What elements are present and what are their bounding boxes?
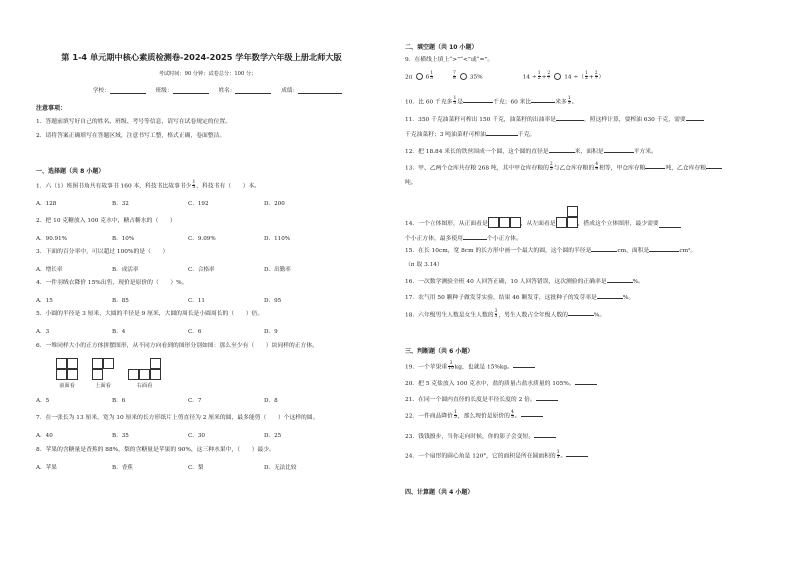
answer-blank[interactable] (597, 294, 623, 299)
notes-title: 注意事项： (36, 105, 67, 112)
option-d[interactable]: D．8 (264, 397, 278, 404)
option-d[interactable]: D．出勤率 (264, 266, 291, 273)
option-d[interactable]: D．95 (264, 297, 282, 304)
option-a[interactable]: A．128 (36, 200, 57, 207)
question-12: 12．把 18.84 米长的铁丝围成一个圆，这个圆的直径是 米，面积是 平方米。 (405, 149, 657, 155)
option-a[interactable]: A．5 (36, 397, 50, 404)
question-21: 21．在同一个圆内直径的长度是半径长度的 2 倍。 (405, 396, 558, 404)
option-a[interactable]: A．15 (36, 297, 53, 304)
question-4: 4．一件羽绒衣降价 15%出售，现价是原价的（ ）%。 A．15 B．85 C．11 D．95 (36, 280, 340, 304)
option-d[interactable]: D．25 (264, 432, 282, 439)
answer-blank[interactable] (534, 433, 556, 438)
right-page (397, 0, 794, 562)
option-b[interactable]: B．32 (112, 200, 129, 207)
name-field[interactable] (235, 88, 271, 94)
option-a[interactable]: A．3 (36, 328, 50, 335)
class-label: 班级： (155, 88, 173, 95)
answer-blank[interactable] (531, 98, 555, 103)
answer-circle[interactable] (416, 73, 423, 80)
answer-blank[interactable] (486, 131, 518, 136)
front-view-figure (488, 217, 521, 228)
answer-blank[interactable] (463, 98, 493, 103)
school-label: 学校： (92, 88, 110, 95)
question-7: 7．在一张长为 13 厘米，宽为 10 厘米的长方形纸片上剪直径为 2 厘米的圆，最多能剪（ ）个这样的圆。 A．40 B．35 C．30 D．25 (36, 415, 340, 439)
class-field[interactable] (173, 88, 209, 94)
note-1: 1．答题前填写好自己的姓名、班级、考号等信息，请写在试卷规定的位置。 (36, 119, 231, 125)
section-judge-title: 三、判断题（共 6 小题） (405, 348, 474, 355)
answer-blank[interactable] (659, 223, 681, 228)
answer-blank[interactable] (521, 412, 543, 417)
option-b[interactable]: B．香蕉 (112, 464, 133, 471)
option-b[interactable]: B．4 (112, 328, 126, 335)
note-2: 2．请将答案正确填写在答题区域，注意书写工整，格式正确，卷面整洁。 (36, 132, 226, 139)
view-figures (56, 358, 340, 389)
student-info (56, 86, 379, 94)
option-d[interactable]: D．9 (264, 328, 278, 335)
top-view: 上面看 (92, 358, 114, 389)
option-c[interactable]: C．9.09% (188, 235, 216, 242)
question-3: 3．下面的百分率中，可以超过 100%的是（ ） A．增长率 B．成活率 C．合格率 D．出勤率 (36, 249, 340, 273)
exam-info: 考试时间：90 分钟；试卷总分：100 分； (158, 71, 257, 77)
school-field[interactable] (110, 88, 146, 94)
option-d[interactable]: D．110% (264, 235, 291, 242)
option-c[interactable]: C．6 (188, 328, 202, 335)
option-a[interactable]: A．增长率 (36, 266, 63, 273)
option-d[interactable]: D．200 (264, 200, 285, 207)
option-a[interactable]: A．40 (36, 432, 53, 439)
answer-blank[interactable] (686, 116, 704, 121)
score-label: 成绩： (281, 88, 299, 95)
question-13: 13．甲、乙两个仓库共存粮 268 吨，其中甲仓库存粮的 $\frac{2}{5}$ 与乙仓库存粮的 $\frac{4}{9}$ 相等，甲仓库存粮 吨，乙仓库存粮 吨。 (405, 163, 722, 187)
answer-blank[interactable] (513, 363, 535, 368)
name-label: 姓名： (218, 88, 236, 95)
question-9: 9．在横线上填上“>”“<”或“=”。 2π 6 $\frac{1}{3}$ $\frac{7}{8}$ 35% 14 ÷ $\frac{1}{2}$ + $\frac{2}{7}$ 14 ÷（ $\frac{1}{2}$ + $\frac{2}{7}$ ） (405, 57, 605, 82)
option-c[interactable]: C．192 (188, 200, 209, 207)
question-11: 11．350 千克油菜籽可榨出 150 千克，油菜籽的出油率是 ，照这样计算，要榨油 630 千克，需要 千克油菜籽；3 吨油菜籽可榨油 千克。 (405, 116, 704, 139)
option-a[interactable]: A．90.91% (36, 235, 67, 242)
question-14: 14．一个立体图形，从正面看是 ，从左面看是 ，搭成这个立体图形，最少需要 个小正方体，最多使用 个小正方体。 (405, 206, 681, 243)
option-c[interactable]: C．11 (188, 297, 205, 304)
option-b[interactable]: B．35 (112, 432, 129, 439)
question-19: 19．一个苹果重 $\frac{3}{10}$ kg，也就是 15%kg。 (405, 362, 535, 372)
section-fill-title: 二、填空题（共 10 小题） (405, 44, 478, 51)
question-18: 18．六年级男生人数是女生人数的 $\frac{3}{5}$ ，男生人数占全年级人数的 %。 (405, 309, 606, 320)
option-a[interactable]: A．苹果 (36, 464, 57, 471)
answer-blank[interactable] (607, 278, 633, 283)
section-choice-title: 一、选择题（共 8 小题） (36, 168, 105, 175)
question-24: 24．一个扇形的圆心角是 120°，它的面积是所在圆面积的 $\frac{1}{3}$ 。 (405, 451, 588, 461)
answer-blank[interactable] (566, 452, 588, 457)
question-1: 1．六（1）班图书角共有故事书 160 本，科技书比故事书少 $\frac{1}{5}$ ，科技书有（ ）本。 A．128 B．32 C．192 D．200 (36, 181, 340, 207)
question-17: 17．农气用 50 颗种子做发芽实验，结果 46 颗发芽，这批种子的发芽率是 %。 (405, 295, 635, 301)
question-22: 22．一件商品降价 $\frac{1}{5}$ ，那么现价是原价的 $\frac{4}{5}$ 。 (405, 411, 543, 421)
question-8: 8．苹果的含糖量是香蕉的 88%，梨的含糖量是苹果的 90%，这三种水果中，（ ）最少。 A．苹果 B．香蕉 C．梨 D．无法比较 (36, 447, 340, 471)
option-b[interactable]: B．85 (112, 297, 129, 304)
option-d[interactable]: D．无法比较 (264, 464, 297, 471)
fraction: $\frac{1}{5}$ (192, 180, 196, 191)
question-10: 10．比 60 千克多 $\frac{1}{3}$ 是 千克；60 米比 米多 $\frac{1}{3}$ 。 (405, 96, 578, 107)
score-field[interactable] (298, 88, 342, 94)
question-20: 20．把 5 克盐放入 100 克水中，盐的质量占盐水质量的 105%。 (405, 380, 597, 388)
front-view: 前面看 (56, 358, 78, 389)
answer-blank[interactable] (645, 164, 665, 169)
option-b[interactable]: B．成活率 (112, 266, 139, 273)
answer-blank[interactable] (575, 380, 597, 385)
answer-circle[interactable] (554, 73, 561, 80)
answer-blank[interactable] (706, 164, 722, 169)
question-16: 16．一次数学测验全班 40 人回答正确，10 人回答错误，这次测验的正确率是 %。 (405, 279, 644, 285)
option-b[interactable]: B．6 (112, 397, 126, 404)
answer-blank[interactable] (556, 116, 584, 121)
question-6: 6．一堆同样大小的正方体拼摆图形，从不同方向看到的图形分别如图：那么至少有（ ）块同样的正方体。 前面看 上面看 右面看 A．5 B．6 C．7 D．8 (36, 343, 340, 404)
answer-blank[interactable] (536, 396, 558, 401)
option-c[interactable]: C．梨 (188, 464, 204, 471)
question-15: 15．在长 10cm，宽 8cm 的长方形中画一个最大的圆，这个圆的半径是 cm，面积是 cm²。 （π 取 3.14） (405, 248, 697, 268)
left-view-figure (556, 206, 578, 228)
section-calc-title: 四、计算题（共 4 小题） (405, 489, 474, 496)
question-2: 2．把 10 克糖放入 100 克水中，糖占糖水的（ ） A．90.91% B．10% C．9.09% D．110% (36, 218, 340, 242)
answer-blank[interactable] (568, 311, 594, 316)
option-c[interactable]: C．合格率 (188, 266, 215, 273)
answer-blank[interactable] (463, 235, 487, 240)
option-c[interactable]: C．30 (188, 432, 205, 439)
question-23: 23．钱钱骰步，当你走向时候，你的影子会变短。 (405, 433, 556, 441)
page-title: 第 1-4 单元期中核心素质检测卷-2024-2025 学年数学六年级上册北师大版 (61, 52, 342, 62)
option-c[interactable]: C．7 (188, 397, 202, 404)
answer-blank[interactable] (549, 148, 575, 153)
answer-blank[interactable] (591, 247, 617, 252)
question-5: 5．小圆的半径是 3 厘米，大圆的半径是 9 厘米，大圆的周长是小圆周长的（ ）倍。 A．3 B．4 C．6 D．9 (36, 311, 340, 335)
option-b[interactable]: B．10% (112, 235, 135, 242)
answer-blank[interactable] (604, 148, 634, 153)
right-view: 右面看 (128, 358, 161, 389)
answer-circle[interactable] (460, 73, 467, 80)
answer-blank[interactable] (649, 247, 679, 252)
